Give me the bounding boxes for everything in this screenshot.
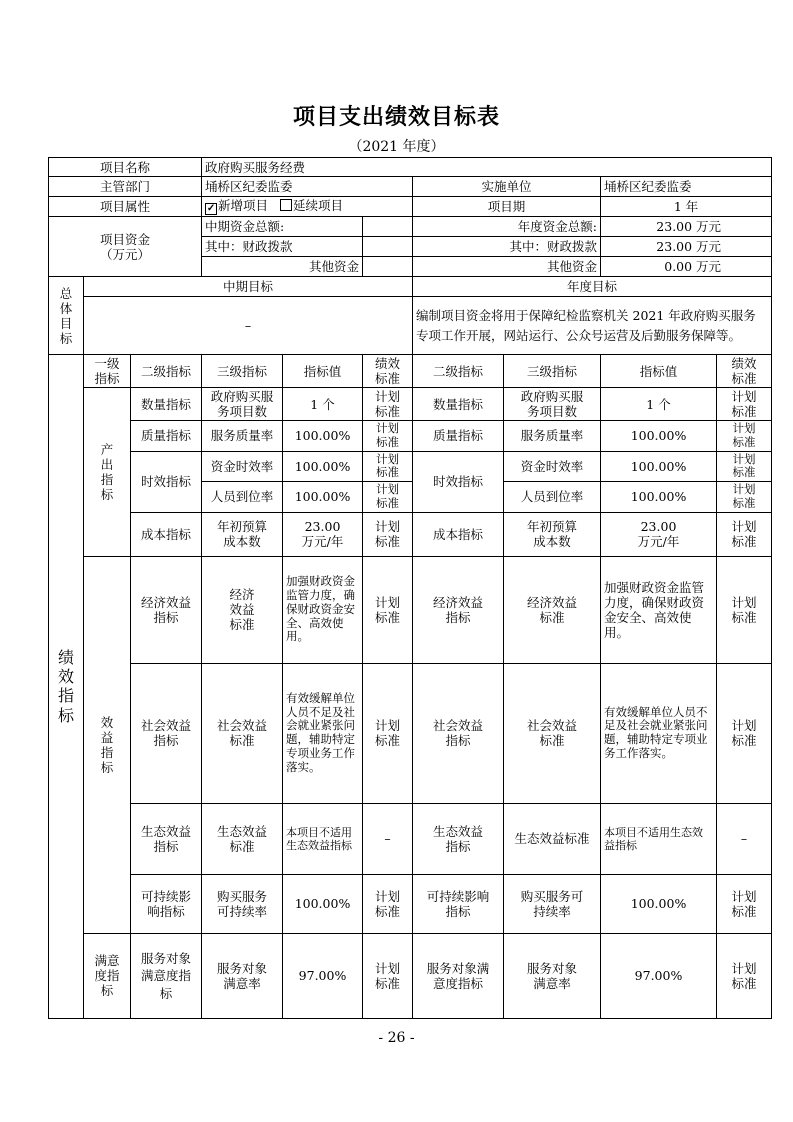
cell-year-l3: 购买服务可持续率 xyxy=(504,874,601,933)
cell-l3: 年初预算成本数 xyxy=(202,512,283,556)
cell-year-standard: 计划标准 xyxy=(717,421,772,452)
year-total-value: 23.00 万元 xyxy=(601,217,772,237)
cell-year-value: 加强财政资金监管力度，确保财政资金安全、高效使用。 xyxy=(601,556,717,663)
goals-content-row xyxy=(49,297,772,355)
year-other-value: 0.00 万元 xyxy=(601,257,772,277)
cell-year-l3: 经济效益标准 xyxy=(504,556,601,663)
cell-year-l2: 社会效益指标 xyxy=(413,663,504,803)
cell-value: 100.00% xyxy=(283,482,363,513)
header-value: 指标值 xyxy=(283,355,363,388)
fund-label: 项目资金 xyxy=(100,231,151,247)
impl-value: 埇桥区纪委监委 xyxy=(601,177,772,197)
cell-standard: 计划标准 xyxy=(363,451,413,482)
cell-year-standard: 计划标准 xyxy=(717,933,772,1018)
cell-l3: 服务对象满意率 xyxy=(202,933,283,1018)
cell-year-l3: 资金时效率 xyxy=(504,451,601,482)
cell-l2: 成本指标 xyxy=(131,512,202,556)
header-level2: 二级指标 xyxy=(131,355,202,388)
cell-l3: 政府购买服务项目数 xyxy=(202,388,283,421)
page-subtitle: （2021 年度） xyxy=(348,139,445,155)
attr-new-label: 新增项目 xyxy=(218,198,269,213)
mid-total-value xyxy=(363,217,413,237)
dept-label: 主管部门 xyxy=(49,177,202,197)
attr-label: 项目属性 xyxy=(49,197,202,217)
cell-standard: – xyxy=(363,803,413,874)
mid-fin-label: 其中：财政拨款 xyxy=(202,237,363,257)
mid-goal-value: – xyxy=(84,297,413,355)
cell-year-l2: 可持续影响指标 xyxy=(413,874,504,933)
goals-header-row xyxy=(49,277,772,297)
output-indicator-label: 产出指标 xyxy=(84,388,131,557)
cell-value: 100.00% xyxy=(283,451,363,482)
cell-l2: 社会效益指标 xyxy=(131,663,202,803)
cell-value: 97.00% xyxy=(283,933,363,1018)
table-row xyxy=(49,663,772,803)
fund-unit: （万元） xyxy=(100,246,151,262)
cell-value: 100.00% xyxy=(283,421,363,452)
impl-label: 实施单位 xyxy=(413,177,601,197)
cell-l2: 经济效益指标 xyxy=(131,556,202,663)
header-year-value: 指标值 xyxy=(601,355,717,388)
project-name-label: 项目名称 xyxy=(49,158,202,177)
fund-total-row xyxy=(49,217,772,237)
cell-standard: 计划标准 xyxy=(363,556,413,663)
cell-year-l2: 生态效益指标 xyxy=(413,803,504,874)
cell-standard: 计划标准 xyxy=(363,663,413,803)
page-number: - 26 - xyxy=(378,1030,415,1046)
cell-year-l2: 成本指标 xyxy=(413,512,504,556)
cell-year-l3: 服务质量率 xyxy=(504,421,601,452)
table-row xyxy=(49,388,772,421)
cell-year-value: 1 个 xyxy=(601,388,717,421)
header-year-level2: 二级指标 xyxy=(413,355,504,388)
attribute-row xyxy=(49,197,772,217)
cell-year-l2: 时效指标 xyxy=(413,451,504,512)
cell-l2: 可持续影响指标 xyxy=(131,874,202,933)
cell-year-l3: 社会效益标准 xyxy=(504,663,601,803)
benefit-indicator-label: 效益指标 xyxy=(84,556,131,933)
year-goal-value: 编制项目资金将用于保障纪检监察机关 2021 年政府购买服务专项工作开展，网站运行、公众号运营及后勤服务保障等。 xyxy=(413,297,772,355)
cell-year-value: 100.00% xyxy=(601,482,717,513)
project-name-row xyxy=(49,158,772,177)
header-level3: 三级指标 xyxy=(202,355,283,388)
table-row xyxy=(49,803,772,874)
performance-indicator-label: 绩效指标 xyxy=(49,355,84,1019)
cell-year-l2: 数量指标 xyxy=(413,388,504,421)
cell-l3: 购买服务可持续率 xyxy=(202,874,283,933)
cell-year-l3: 人员到位率 xyxy=(504,482,601,513)
cell-year-standard: 计划标准 xyxy=(717,451,772,482)
cell-standard: 计划标准 xyxy=(363,482,413,513)
cell-year-l2: 服务对象满意度指标 xyxy=(413,933,504,1018)
performance-target-table xyxy=(48,157,772,1019)
cell-year-standard: – xyxy=(717,803,772,874)
cell-year-value: 100.00% xyxy=(601,874,717,933)
cell-year-value: 100.00% xyxy=(601,451,717,482)
cell-year-standard: 计划标准 xyxy=(717,556,772,663)
cell-value: 100.00% xyxy=(283,874,363,933)
header-level1: 一级指标 xyxy=(84,355,131,388)
cell-l3: 服务质量率 xyxy=(202,421,283,452)
mid-other-value xyxy=(363,257,413,277)
header-year-standard: 绩效标准 xyxy=(717,355,772,388)
cell-year-l3: 政府购买服务项目数 xyxy=(504,388,601,421)
checkbox-checked-icon: ✓ xyxy=(206,203,216,214)
cell-year-standard: 计划标准 xyxy=(717,874,772,933)
cell-year-value: 97.00% xyxy=(601,933,717,1018)
cell-year-value: 有效缓解单位人员不足及社会就业紧张问题，辅助特定专项业务工作落实。 xyxy=(601,663,717,803)
cell-value: 23.00 万元/年 xyxy=(283,512,363,556)
attr-options xyxy=(202,197,413,217)
cell-year-l2: 经济效益指标 xyxy=(413,556,504,663)
mid-goal-label: 中期目标 xyxy=(84,277,413,297)
cell-l2: 服务对象满意度指标 xyxy=(131,933,202,1018)
cell-l3: 人员到位率 xyxy=(202,482,283,513)
cell-l2: 生态效益指标 xyxy=(131,803,202,874)
cell-standard: 计划标准 xyxy=(363,388,413,421)
cell-l3: 经济效益标准 xyxy=(202,556,283,663)
cell-year-l3: 年初预算成本数 xyxy=(504,512,601,556)
checkbox-unchecked-icon xyxy=(280,199,292,211)
fund-label-cell xyxy=(49,217,202,277)
overall-goal-label: 总体目标 xyxy=(49,277,84,355)
cell-year-value: 100.00% xyxy=(601,421,717,452)
cell-year-standard: 计划标准 xyxy=(717,388,772,421)
cell-standard: 计划标准 xyxy=(363,512,413,556)
cell-standard: 计划标准 xyxy=(363,874,413,933)
cell-year-value: 本项目不适用生态效益指标 xyxy=(601,803,717,874)
year-fin-label: 其中：财政拨款 xyxy=(413,237,601,257)
period-value: 1 年 xyxy=(601,197,772,217)
department-row xyxy=(49,177,772,197)
year-other-label: 其他资金 xyxy=(413,257,601,277)
dept-value: 埇桥区纪委监委 xyxy=(202,177,413,197)
table-row xyxy=(49,421,772,452)
cell-value: 1 个 xyxy=(283,388,363,421)
cell-l2: 质量指标 xyxy=(131,421,202,452)
mid-total-label: 中期资金总额: xyxy=(202,217,363,237)
cell-value: 加强财政资金监管力度，确保财政资金安全、高效使用。 xyxy=(283,556,363,663)
table-row xyxy=(49,933,772,1018)
table-row xyxy=(49,874,772,933)
attr-cont-label: 延续项目 xyxy=(292,198,343,213)
cell-value: 有效缓解单位人员不足及社会就业紧张问题，辅助特定专项业务工作落实。 xyxy=(283,663,363,803)
cell-standard: 计划标准 xyxy=(363,421,413,452)
year-total-label: 年度资金总额: xyxy=(413,217,601,237)
table-row xyxy=(49,451,772,482)
year-goal-label: 年度目标 xyxy=(413,277,772,297)
cell-l2: 时效指标 xyxy=(131,451,202,512)
cell-l3: 生态效益标准 xyxy=(202,803,283,874)
page-title: 项目支出绩效目标表 xyxy=(292,104,500,130)
cell-year-standard: 计划标准 xyxy=(717,482,772,513)
cell-l2: 数量指标 xyxy=(131,388,202,421)
period-label: 项目期 xyxy=(413,197,601,217)
table-row xyxy=(49,556,772,663)
mid-fin-value xyxy=(363,237,413,257)
header-standard: 绩效标准 xyxy=(363,355,413,388)
satisfaction-indicator-label: 满意度指标 xyxy=(84,933,131,1018)
project-name-value: 政府购买服务经费 xyxy=(202,158,772,177)
cell-year-standard: 计划标准 xyxy=(717,512,772,556)
cell-year-l3: 服务对象满意率 xyxy=(504,933,601,1018)
cell-year-l3: 生态效益标准 xyxy=(504,803,601,874)
table-row xyxy=(49,512,772,556)
cell-l3: 资金时效率 xyxy=(202,451,283,482)
cell-l3: 社会效益标准 xyxy=(202,663,283,803)
indicator-header-row xyxy=(49,355,772,388)
cell-year-value: 23.00 万元/年 xyxy=(601,512,717,556)
cell-value: 本项目不适用生态效益指标 xyxy=(283,803,363,874)
year-fin-value: 23.00 万元 xyxy=(601,237,772,257)
cell-standard: 计划标准 xyxy=(363,933,413,1018)
header-year-level3: 三级指标 xyxy=(504,355,601,388)
cell-year-l2: 质量指标 xyxy=(413,421,504,452)
mid-other-label: 其他资金 xyxy=(202,257,363,277)
cell-year-standard: 计划标准 xyxy=(717,663,772,803)
